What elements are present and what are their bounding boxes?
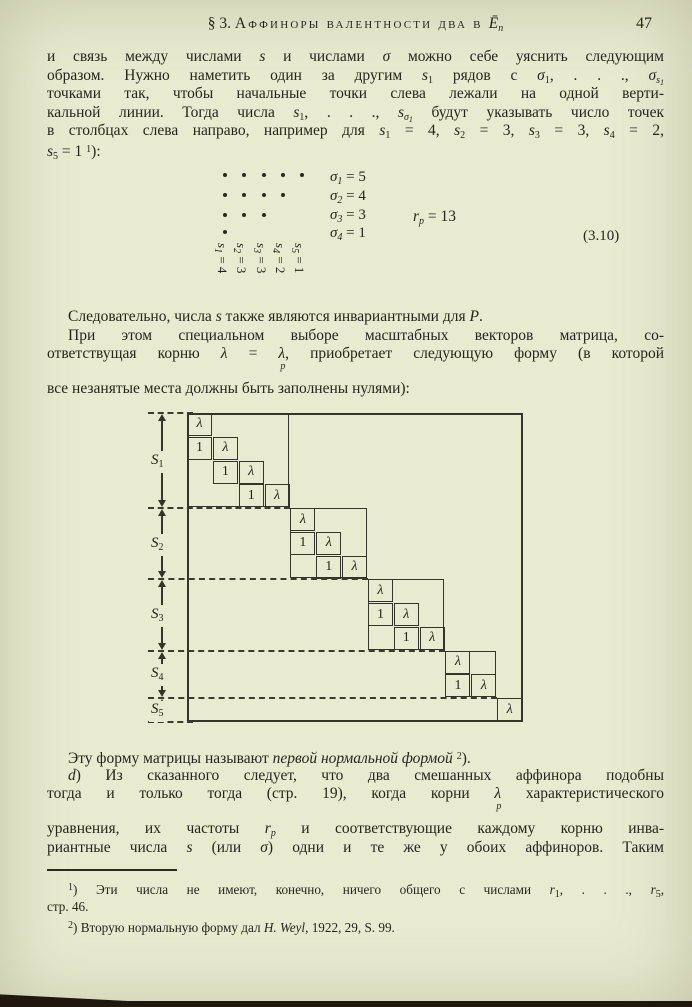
matrix-cell-one: 1 xyxy=(368,603,393,626)
text-line: уравнения, их частоты rp и соответствующие каждому корню инва- xyxy=(47,820,665,840)
text-line: d) Из сказанного следует, что два смешанных аффинора подобны xyxy=(68,766,664,784)
page-edge-shadow-wedge xyxy=(0,993,140,1007)
text-line: тогда и только тогда (стр. 19), когда корни λ p характеристического xyxy=(47,785,664,813)
paragraph-intro xyxy=(47,48,664,160)
s-axis-label: $S_2$ xyxy=(149,535,166,556)
matrix-cell-one: 1 xyxy=(187,437,212,460)
text-line: $^2$) Вторую нормальную форму дал H. Weyl, 1922, 29, S. 99. xyxy=(68,920,395,935)
matrix-cell-lambda: λ xyxy=(445,651,470,674)
sigma-equation: $\sigma_4 = 1$ xyxy=(330,225,366,244)
s-axis-line xyxy=(161,658,163,665)
dot xyxy=(300,173,304,177)
jordan-matrix-figure xyxy=(140,405,550,735)
section-divider xyxy=(148,412,193,414)
matrix-cell-lambda: λ xyxy=(187,413,212,436)
equation-number: (3.10) xyxy=(583,228,620,244)
s-axis-label: $S_5$ xyxy=(149,701,166,722)
dot xyxy=(242,213,246,217)
text-line: s5 = 1 $^1$): xyxy=(47,142,101,162)
page-number: 47 xyxy=(636,15,652,32)
matrix-cell-lambda: λ xyxy=(497,698,522,721)
matrix-cell-lambda: λ xyxy=(265,484,290,507)
dot xyxy=(262,213,266,217)
sigma-equation: $\sigma_1 = 5$ xyxy=(330,169,366,187)
stacked-symbol: λ p xyxy=(494,785,502,813)
s-axis-line xyxy=(161,625,163,644)
s-axis-line xyxy=(161,515,163,534)
dot xyxy=(223,230,227,234)
s-axis-line xyxy=(161,420,163,451)
section-divider xyxy=(148,507,290,509)
footnotes xyxy=(47,878,664,935)
paragraph-after-matrix xyxy=(47,748,664,857)
text-line: в столбцах слева направо, например для s1 = 4, s2 = 3, s3 = 3, s4 = 2, xyxy=(47,122,664,142)
s-axis-arrow-down xyxy=(158,571,166,578)
s-axis-arrow-up xyxy=(158,414,166,421)
dot xyxy=(242,193,246,197)
dot xyxy=(262,173,266,177)
s-axis-label: $S_1$ xyxy=(149,452,166,473)
dot-diagram xyxy=(180,166,660,306)
matrix-cell-one: 1 xyxy=(394,627,419,650)
matrix-cell-one: 1 xyxy=(290,532,315,555)
matrix-cell-one: 1 xyxy=(239,484,264,507)
text-line: Следовательно, числа s также являются инвариантными для P. xyxy=(68,308,483,325)
dot xyxy=(223,173,227,177)
dot xyxy=(223,193,227,197)
text-line: кальной линии. Тогда числа s1, . . ., $s\sigma_1$ будут указывать число точек xyxy=(47,103,665,124)
text-line: образом. Нужно наметить один за другим s1 рядов с σ1, . . ., $\sigma s_1$ xyxy=(47,66,664,87)
s-axis-arrow-down xyxy=(158,643,166,650)
text-line: точками так, чтобы начальные точки слева лежали на одной верти- xyxy=(47,85,664,103)
s-axis-label: $S_3$ xyxy=(149,606,166,627)
matrix-cell-lambda: λ xyxy=(471,674,496,697)
section-divider xyxy=(148,578,368,580)
s-axis-arrow-up xyxy=(158,580,166,587)
text-line: ответствущая корню λ = λ p , приобретает следующую форму (в которой xyxy=(47,345,664,373)
matrix-cell-lambda: λ xyxy=(213,437,238,460)
matrix-cell-lambda: λ xyxy=(368,579,393,602)
stacked-symbol: λ p xyxy=(278,345,286,373)
sigma-equation: $\sigma_3 = 3$ xyxy=(330,206,366,225)
s-axis-line xyxy=(161,554,163,573)
s-column-label: $s_3 = 3$ xyxy=(250,243,269,274)
matrix-cell-one: 1 xyxy=(213,461,238,484)
s-column-label: $s_4 = 2$ xyxy=(269,243,288,274)
text-line: стр. 46. xyxy=(47,899,89,914)
text-line: Эту форму матрицы называют первой нормальной формой $^2$). xyxy=(68,750,471,767)
matrix-cell-one: 1 xyxy=(445,674,470,697)
dot xyxy=(242,173,246,177)
section-divider xyxy=(148,650,445,652)
section-divider xyxy=(148,697,497,699)
text-line: При этом специальном выборе масштабных векторов матрица, со- xyxy=(68,326,664,344)
s-column-label: $s_1 = 4$ xyxy=(212,243,230,274)
matrix-cell-lambda: λ xyxy=(316,532,341,555)
text-line: риантные числа s (или σ) одни и те же у обоих аффиноров. Таким xyxy=(47,838,664,856)
text-line: $^1$) Эти числа не имеют, конечно, ничего общего с числами $r_1$, . . ., $r_5$, xyxy=(68,882,664,900)
sigma-equation: $\sigma_2 = 4$ xyxy=(330,187,366,206)
s-axis-arrow-up xyxy=(158,509,166,516)
s-column-label: $s_5 = 1$ xyxy=(289,243,308,274)
s-axis-arrow-down xyxy=(158,690,166,697)
matrix-cell-lambda: λ xyxy=(420,627,445,650)
rp-equation: rp = 13 xyxy=(413,208,457,227)
matrix-cell-lambda: λ xyxy=(342,556,367,579)
dot xyxy=(281,193,285,197)
s-axis-arrow-up xyxy=(158,652,166,659)
matrix-cell-one: 1 xyxy=(316,556,341,579)
dot xyxy=(223,213,227,217)
matrix-cell-lambda: λ xyxy=(394,603,419,626)
s-column-label: $s_2 = 3$ xyxy=(231,243,250,274)
dot xyxy=(262,193,266,197)
text-line: и связь между числами s и числами σ можно себе уяснить следующим xyxy=(47,48,664,65)
matrix-cell-lambda: λ xyxy=(239,461,264,484)
s-axis-line xyxy=(161,471,163,502)
section-title: § 3. Аффиноры валентности два в Ēn xyxy=(207,15,504,34)
s-axis-line xyxy=(161,586,163,605)
footnote-separator xyxy=(47,869,177,871)
dot xyxy=(281,173,285,177)
s-axis-label: $S_4$ xyxy=(149,665,166,686)
paragraph-middle xyxy=(47,308,664,399)
matrix-cell-lambda: λ xyxy=(290,508,315,531)
s-axis-arrow-down xyxy=(158,500,166,507)
text-line: все незанятые места должны быть заполнены нулями): xyxy=(47,380,410,398)
